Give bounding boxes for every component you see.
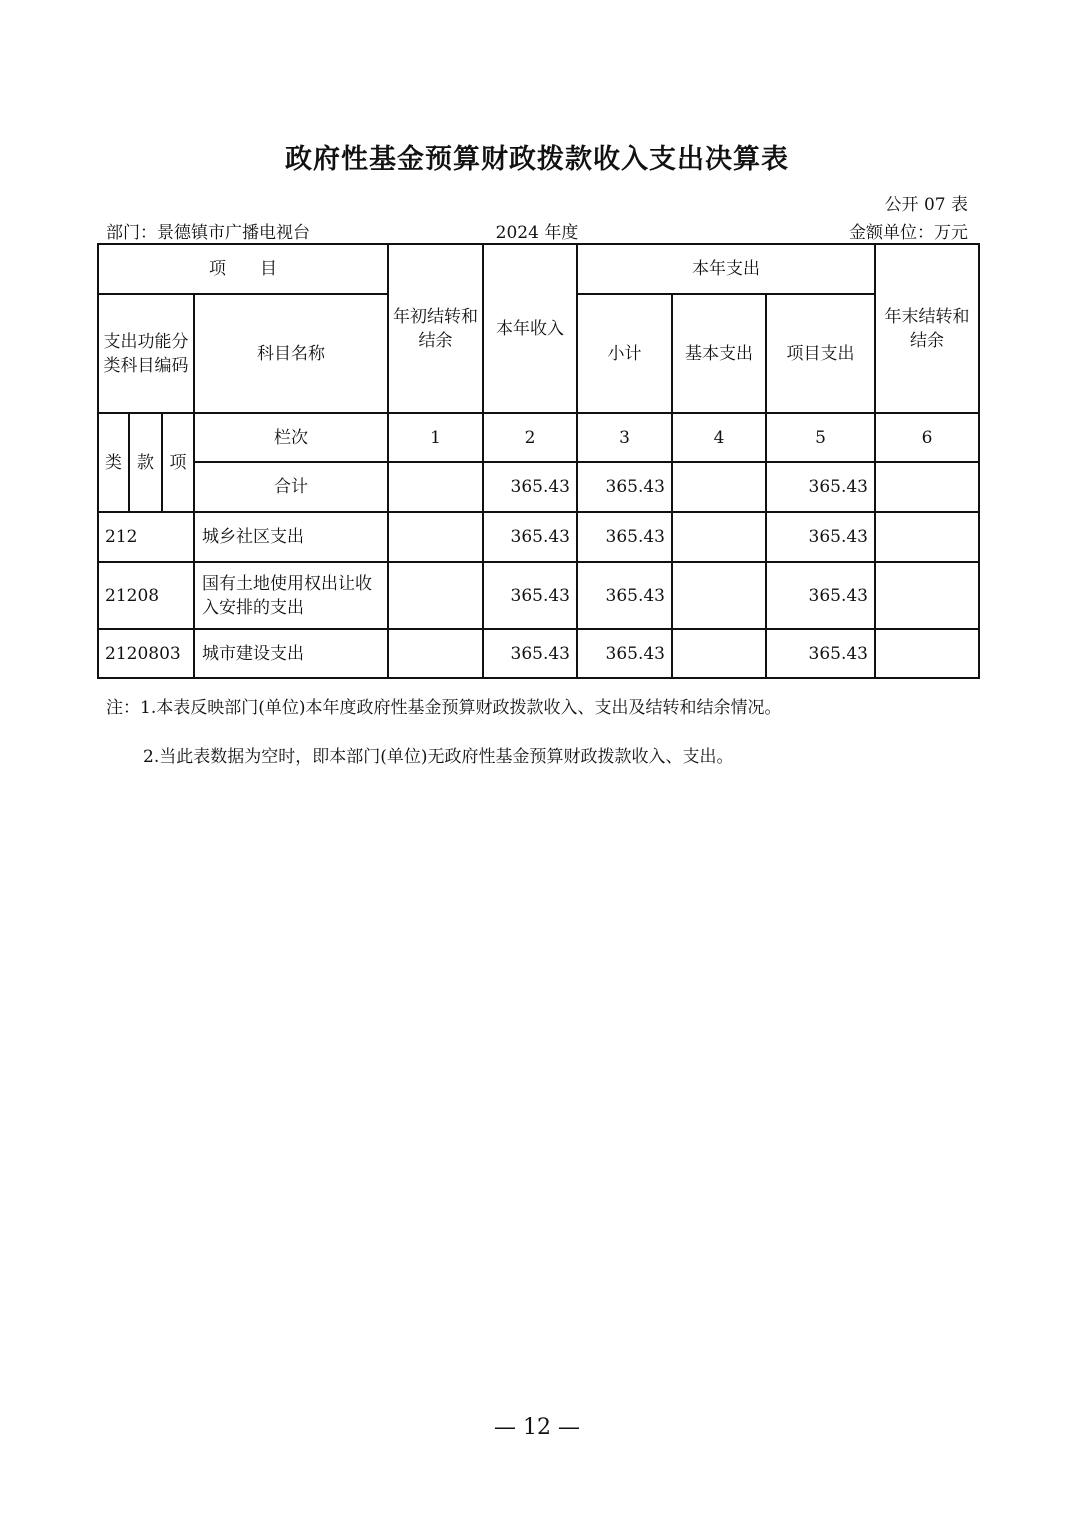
column-index-2: 2 (483, 413, 577, 462)
row-income: 365.43 (483, 562, 577, 629)
xiang-label: 项 (169, 452, 187, 473)
row-end-balance (875, 512, 979, 562)
header-item: 项 目 (98, 244, 388, 294)
page-number: — 12 — (494, 1415, 580, 1440)
row-basic (672, 562, 766, 629)
header-begin-balance: 年初结转和结余 (388, 244, 483, 413)
lei-label: 类 (105, 452, 122, 473)
total-row (98, 462, 979, 512)
header-kuan (129, 413, 162, 512)
total-project: 365.43 (766, 462, 875, 512)
column-index-4: 4 (672, 413, 766, 462)
column-index-5: 5 (766, 413, 875, 462)
table-row (98, 562, 979, 629)
header-basic: 基本支出 (672, 294, 766, 413)
table-row (98, 629, 979, 678)
row-end-balance (875, 562, 979, 629)
report-year: 2024 年度 (495, 223, 579, 243)
row-name: 城乡社区支出 (194, 512, 388, 562)
row-begin-balance (388, 562, 483, 629)
column-index-1: 1 (388, 413, 483, 462)
amount-unit: 金额单位：万元 (849, 223, 968, 243)
document-title: 政府性基金预算财政拨款收入支出决算表 (285, 144, 789, 175)
kuan-label: 款 (137, 452, 154, 473)
row-name: 国有土地使用权出让收入安排的支出 (194, 562, 388, 629)
row-income: 365.43 (483, 629, 577, 678)
note-1: 注：1.本表反映部门(单位)本年度政府性基金预算财政拨款收入、支出及结转和结余情况。 (106, 698, 782, 718)
row-code: 21208 (98, 562, 194, 629)
column-index-6: 6 (875, 413, 979, 462)
row-begin-balance (388, 512, 483, 562)
table-code: 公开 07 表 (884, 195, 968, 215)
column-index-label: 栏次 (194, 413, 388, 462)
fund-budget-table (97, 243, 980, 679)
row-project: 365.43 (766, 562, 875, 629)
column-index-3: 3 (577, 413, 672, 462)
row-basic (672, 629, 766, 678)
row-end-balance (875, 629, 979, 678)
header-end-balance: 年末结转和结余 (875, 244, 979, 413)
row-subtotal: 365.43 (577, 562, 672, 629)
table-row (98, 512, 979, 562)
header-subject-name: 科目名称 (194, 294, 388, 413)
total-income: 365.43 (483, 462, 577, 512)
note-2: 2.当此表数据为空时，即本部门(单位)无政府性基金预算财政拨款收入、支出。 (143, 747, 734, 767)
header-income: 本年收入 (483, 244, 577, 413)
header-subtotal: 小计 (577, 294, 672, 413)
row-project: 365.43 (766, 512, 875, 562)
total-label: 合计 (194, 462, 388, 512)
total-end-balance (875, 462, 979, 512)
header-project: 项目支出 (766, 294, 875, 413)
header-lei (98, 413, 129, 512)
total-begin-balance (388, 462, 483, 512)
header-expenditure: 本年支出 (577, 244, 875, 294)
row-code: 2120803 (98, 629, 194, 678)
total-subtotal: 365.43 (577, 462, 672, 512)
row-code: 212 (98, 512, 194, 562)
department-label: 部门：景德镇市广播电视台 (106, 223, 310, 243)
row-name: 城市建设支出 (194, 629, 388, 678)
row-begin-balance (388, 629, 483, 678)
header-func-code: 支出功能分类科目编码 (98, 294, 194, 413)
row-project: 365.43 (766, 629, 875, 678)
total-basic (672, 462, 766, 512)
row-subtotal: 365.43 (577, 512, 672, 562)
header-xiang (162, 413, 194, 512)
row-subtotal: 365.43 (577, 629, 672, 678)
row-income: 365.43 (483, 512, 577, 562)
row-basic (672, 512, 766, 562)
